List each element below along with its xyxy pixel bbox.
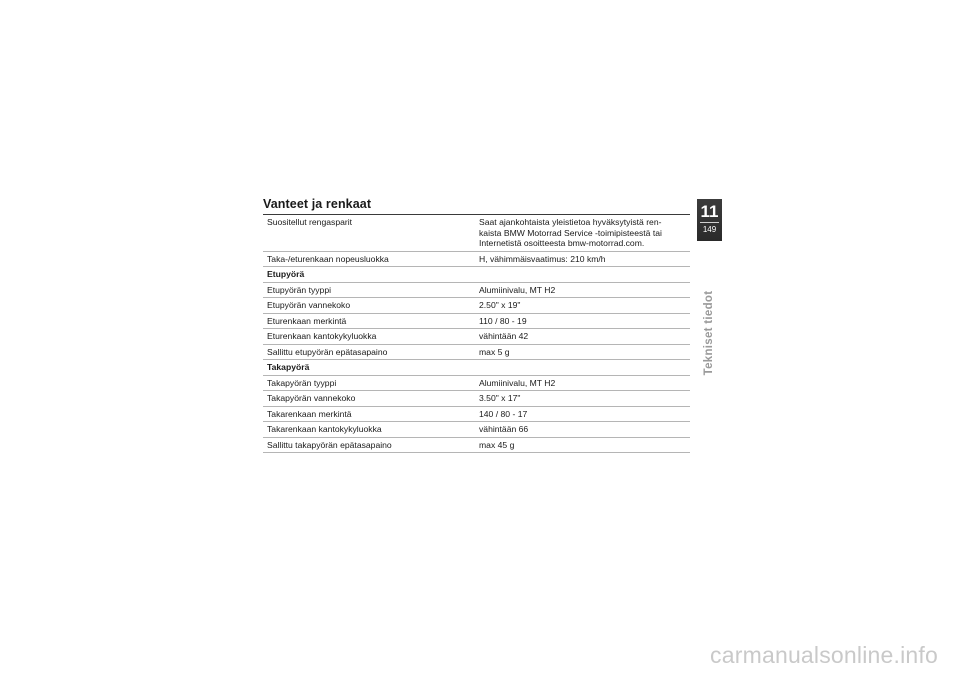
spec-value: Saat ajankohtaista yleistietoa hyväksytyistä ren- kaista BMW Motorrad Service -toimipisteestä tai Internetistä osoitteesta bmw-motorrad.com.	[475, 215, 690, 252]
section-label: Etupyörä	[263, 267, 690, 283]
spec-value: H, vähimmäisvaatimus: 210 km/h	[475, 251, 690, 267]
chapter-divider	[700, 222, 719, 223]
table-row	[263, 313, 690, 329]
spec-label: Eturenkaan kantokykyluokka	[263, 329, 475, 345]
table-row	[263, 251, 690, 267]
chapter-number: 11	[700, 202, 719, 221]
chapter-label-text: Tekniset tiedot	[703, 290, 715, 376]
table-row	[263, 215, 690, 252]
table-row	[263, 329, 690, 345]
spec-label: Eturenkaan merkintä	[263, 313, 475, 329]
chapter-side-label	[700, 283, 718, 383]
spec-table-body	[263, 215, 690, 453]
spec-value: Alumiinivalu, MT H2	[475, 282, 690, 298]
table-row	[263, 391, 690, 407]
spec-value: 110 / 80 - 19	[475, 313, 690, 329]
spec-value: Alumiinivalu, MT H2	[475, 375, 690, 391]
spec-value: 140 / 80 - 17	[475, 406, 690, 422]
spec-label: Taka-/eturenkaan nopeusluokka	[263, 251, 475, 267]
table-section-header	[263, 267, 690, 283]
table-row	[263, 437, 690, 453]
chapter-tab	[697, 199, 722, 241]
spec-table	[263, 214, 690, 453]
spec-label: Sallittu etupyörän epätasapaino	[263, 344, 475, 360]
table-row	[263, 282, 690, 298]
watermark-text: carmanualsonline.info	[710, 642, 938, 668]
table-section-header	[263, 360, 690, 376]
section-title: Vanteet ja renkaat	[263, 197, 372, 211]
table-row	[263, 344, 690, 360]
spec-label: Takapyörän tyyppi	[263, 375, 475, 391]
spec-label: Takarenkaan kantokykyluokka	[263, 422, 475, 438]
spec-value: max 45 g	[475, 437, 690, 453]
spec-value: 3.50" x 17"	[475, 391, 690, 407]
spec-label: Takarenkaan merkintä	[263, 406, 475, 422]
spec-value: max 5 g	[475, 344, 690, 360]
table-row	[263, 375, 690, 391]
spec-label: Etupyörän vannekoko	[263, 298, 475, 314]
spec-value: 2.50" x 19"	[475, 298, 690, 314]
table-row	[263, 406, 690, 422]
spec-label: Takapyörän vannekoko	[263, 391, 475, 407]
table-row	[263, 298, 690, 314]
spec-value: vähintään 66	[475, 422, 690, 438]
page-number: 149	[702, 225, 717, 234]
spec-label: Etupyörän tyyppi	[263, 282, 475, 298]
table-row	[263, 422, 690, 438]
section-label: Takapyörä	[263, 360, 690, 376]
spec-value: vähintään 42	[475, 329, 690, 345]
spec-label: Suositellut rengasparit	[263, 215, 475, 252]
spec-label: Sallittu takapyörän epätasapaino	[263, 437, 475, 453]
